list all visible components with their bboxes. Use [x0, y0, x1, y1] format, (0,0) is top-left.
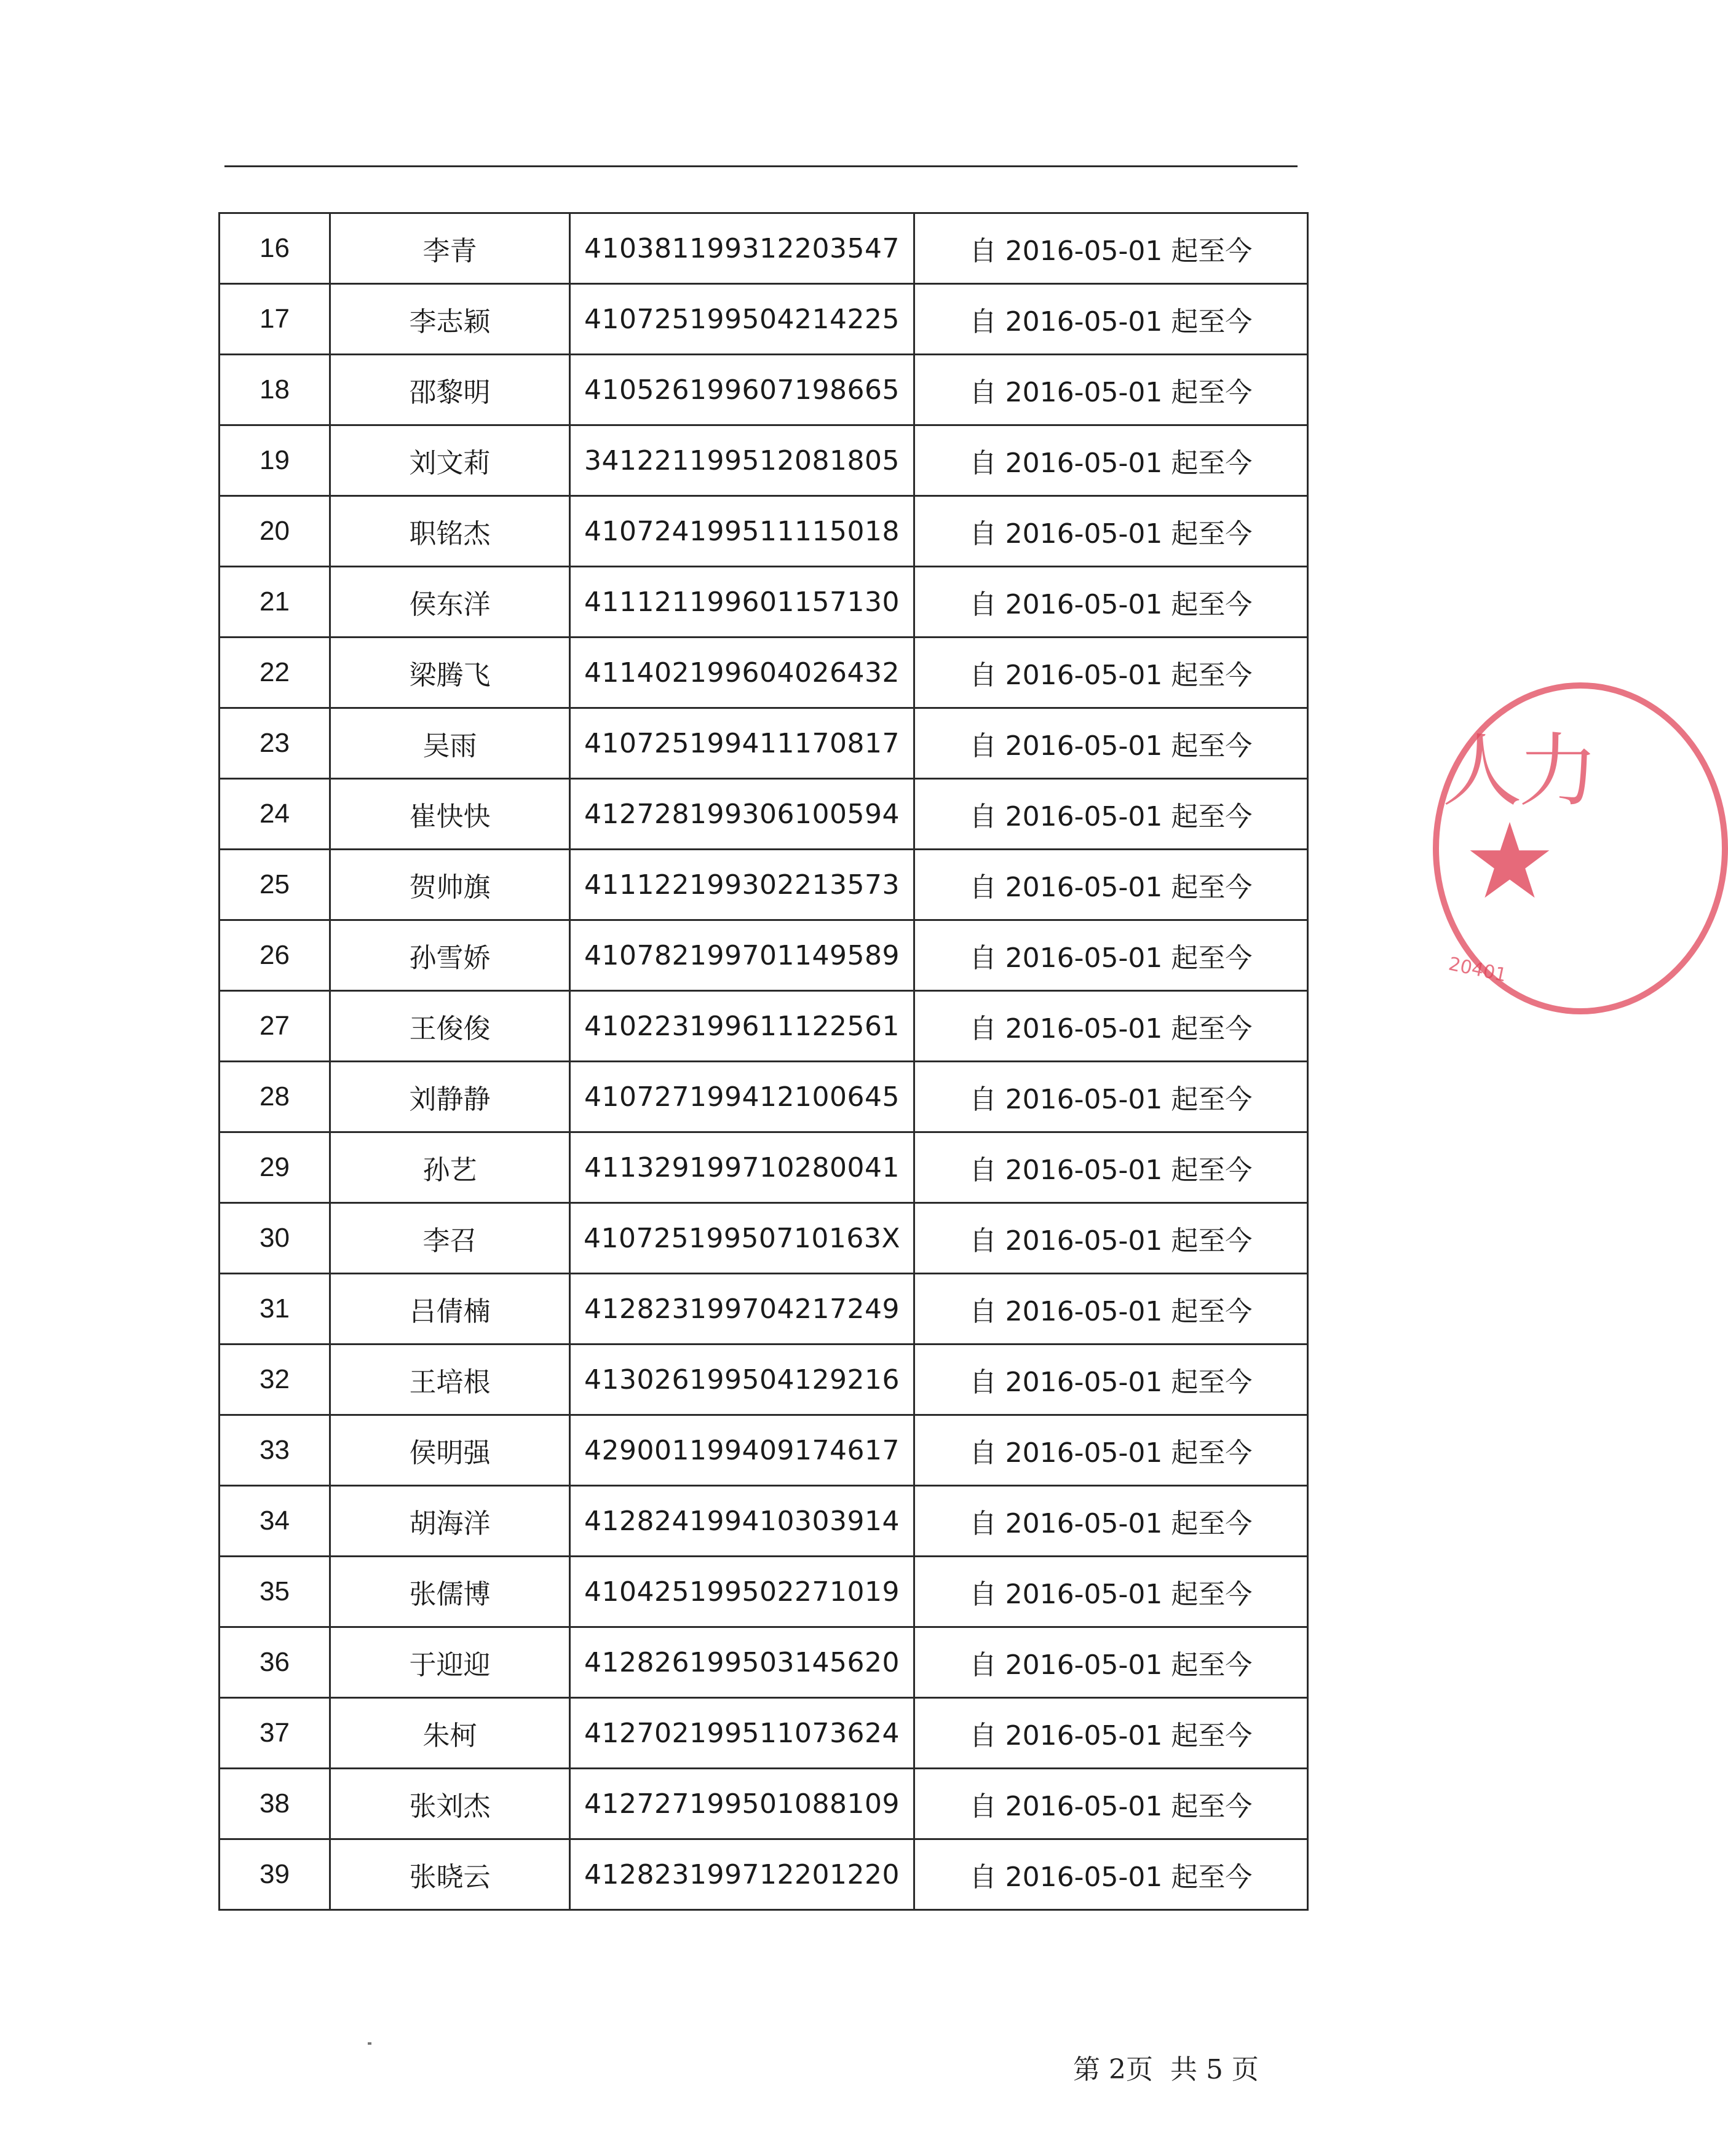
employee-name: 贺帅旗: [330, 850, 570, 920]
row-number: 38: [220, 1769, 330, 1839]
table-row: [220, 496, 1308, 567]
employment-period: 自 2016-05-01 起至今: [914, 1486, 1308, 1557]
table-row: [220, 708, 1308, 779]
employment-period: 自 2016-05-01 起至今: [914, 213, 1308, 284]
table-row: [220, 213, 1308, 284]
id-number: 413026199504129216: [570, 1345, 914, 1415]
employee-name: 职铭杰: [330, 496, 570, 567]
employment-period: 自 2016-05-01 起至今: [914, 1557, 1308, 1627]
employee-name: 吴雨: [330, 708, 570, 779]
employee-name: 王培根: [330, 1345, 570, 1415]
employment-period: 自 2016-05-01 起至今: [914, 991, 1308, 1062]
employee-name: 侯明强: [330, 1415, 570, 1486]
id-number: 410381199312203547: [570, 213, 914, 284]
row-number: 19: [220, 425, 330, 496]
id-number: 412823199712201220: [570, 1839, 914, 1910]
employee-name: 刘静静: [330, 1062, 570, 1132]
row-number: 17: [220, 284, 330, 355]
id-number: 410526199607198665: [570, 355, 914, 425]
scan-speck: [368, 2042, 371, 2045]
row-number: 23: [220, 708, 330, 779]
table-row: [220, 1557, 1308, 1627]
table-row: [220, 425, 1308, 496]
employment-period: 自 2016-05-01 起至今: [914, 638, 1308, 708]
row-number: 39: [220, 1839, 330, 1910]
employee-name: 吕倩楠: [330, 1274, 570, 1345]
employment-period: 自 2016-05-01 起至今: [914, 708, 1308, 779]
id-number: 41072519950710163X: [570, 1203, 914, 1274]
id-number: 412826199503145620: [570, 1627, 914, 1698]
employee-name: 张晓云: [330, 1839, 570, 1910]
id-number: 410782199701149589: [570, 920, 914, 991]
table-row: [220, 355, 1308, 425]
table-body: [220, 213, 1308, 1910]
id-number: 411122199302213573: [570, 850, 914, 920]
employment-period: 自 2016-05-01 起至今: [914, 1345, 1308, 1415]
row-number: 25: [220, 850, 330, 920]
employee-name: 李青: [330, 213, 570, 284]
table-row: [220, 1132, 1308, 1203]
employee-name: 孙雪娇: [330, 920, 570, 991]
table-row: [220, 850, 1308, 920]
seal-star-icon: [1467, 818, 1553, 904]
id-number: 410223199611122561: [570, 991, 914, 1062]
row-number: 33: [220, 1415, 330, 1486]
employment-period: 自 2016-05-01 起至今: [914, 920, 1308, 991]
employment-period: 自 2016-05-01 起至今: [914, 779, 1308, 850]
row-number: 26: [220, 920, 330, 991]
employment-period: 自 2016-05-01 起至今: [914, 1415, 1308, 1486]
id-number: 412727199501088109: [570, 1769, 914, 1839]
employment-period: 自 2016-05-01 起至今: [914, 1769, 1308, 1839]
row-number: 20: [220, 496, 330, 567]
id-number: 412728199306100594: [570, 779, 914, 850]
employee-name: 邵黎明: [330, 355, 570, 425]
table-row: [220, 638, 1308, 708]
header-rule: [224, 165, 1298, 167]
table-row: [220, 991, 1308, 1062]
table-row: [220, 1274, 1308, 1345]
row-number: 31: [220, 1274, 330, 1345]
id-number: 410724199511115018: [570, 496, 914, 567]
row-number: 22: [220, 638, 330, 708]
id-number: 410425199502271019: [570, 1557, 914, 1627]
row-number: 24: [220, 779, 330, 850]
id-number: 341221199512081805: [570, 425, 914, 496]
table-row: [220, 284, 1308, 355]
row-number: 32: [220, 1345, 330, 1415]
employment-period: 自 2016-05-01 起至今: [914, 1274, 1308, 1345]
table-row: [220, 1486, 1308, 1557]
employee-name: 李召: [330, 1203, 570, 1274]
row-number: 28: [220, 1062, 330, 1132]
seal-code: 20401: [1446, 953, 1509, 987]
row-number: 29: [220, 1132, 330, 1203]
employee-name: 孙艺: [330, 1132, 570, 1203]
row-number: 30: [220, 1203, 330, 1274]
table-row: [220, 779, 1308, 850]
employment-period: 自 2016-05-01 起至今: [914, 567, 1308, 638]
row-number: 36: [220, 1627, 330, 1698]
table-row: [220, 1062, 1308, 1132]
id-number: 411329199710280041: [570, 1132, 914, 1203]
employee-name: 胡海洋: [330, 1486, 570, 1557]
id-number: 412702199511073624: [570, 1698, 914, 1769]
id-number: 412823199704217249: [570, 1274, 914, 1345]
employee-name: 张儒博: [330, 1557, 570, 1627]
employment-period: 自 2016-05-01 起至今: [914, 425, 1308, 496]
employee-name: 张刘杰: [330, 1769, 570, 1839]
table-row: [220, 1203, 1308, 1274]
row-number: 37: [220, 1698, 330, 1769]
employment-period: 自 2016-05-01 起至今: [914, 355, 1308, 425]
row-number: 18: [220, 355, 330, 425]
id-number: 411402199604026432: [570, 638, 914, 708]
id-number: 410725199504214225: [570, 284, 914, 355]
table-row: [220, 1345, 1308, 1415]
table-row: [220, 1769, 1308, 1839]
id-number: 410727199412100645: [570, 1062, 914, 1132]
employee-name: 李志颖: [330, 284, 570, 355]
row-number: 21: [220, 567, 330, 638]
employee-name: 于迎迎: [330, 1627, 570, 1698]
id-number: 411121199601157130: [570, 567, 914, 638]
seal-text: 人力: [1442, 724, 1595, 818]
employment-period: 自 2016-05-01 起至今: [914, 1062, 1308, 1132]
employment-period: 自 2016-05-01 起至今: [914, 496, 1308, 567]
table-row: [220, 1839, 1308, 1910]
employment-period: 自 2016-05-01 起至今: [914, 850, 1308, 920]
employee-name: 王俊俊: [330, 991, 570, 1062]
employment-period: 自 2016-05-01 起至今: [914, 284, 1308, 355]
employee-table: [218, 212, 1309, 1911]
employee-name: 梁腾飞: [330, 638, 570, 708]
employment-period: 自 2016-05-01 起至今: [914, 1627, 1308, 1698]
row-number: 34: [220, 1486, 330, 1557]
table-row: [220, 1627, 1308, 1698]
employment-period: 自 2016-05-01 起至今: [914, 1132, 1308, 1203]
employee-name: 刘文莉: [330, 425, 570, 496]
employee-name: 朱柯: [330, 1698, 570, 1769]
table-row: [220, 1415, 1308, 1486]
table-row: [220, 567, 1308, 638]
employment-period: 自 2016-05-01 起至今: [914, 1839, 1308, 1910]
row-number: 27: [220, 991, 330, 1062]
row-number: 35: [220, 1557, 330, 1627]
employee-name: 崔快快: [330, 779, 570, 850]
id-number: 429001199409174617: [570, 1415, 914, 1486]
page-number: 第 2页 共 5 页: [1073, 2054, 1259, 2085]
employment-period: 自 2016-05-01 起至今: [914, 1698, 1308, 1769]
row-number: 16: [220, 213, 330, 284]
employment-period: 自 2016-05-01 起至今: [914, 1203, 1308, 1274]
employee-name: 侯东洋: [330, 567, 570, 638]
id-number: 412824199410303914: [570, 1486, 914, 1557]
table-row: [220, 920, 1308, 991]
id-number: 410725199411170817: [570, 708, 914, 779]
table-row: [220, 1698, 1308, 1769]
